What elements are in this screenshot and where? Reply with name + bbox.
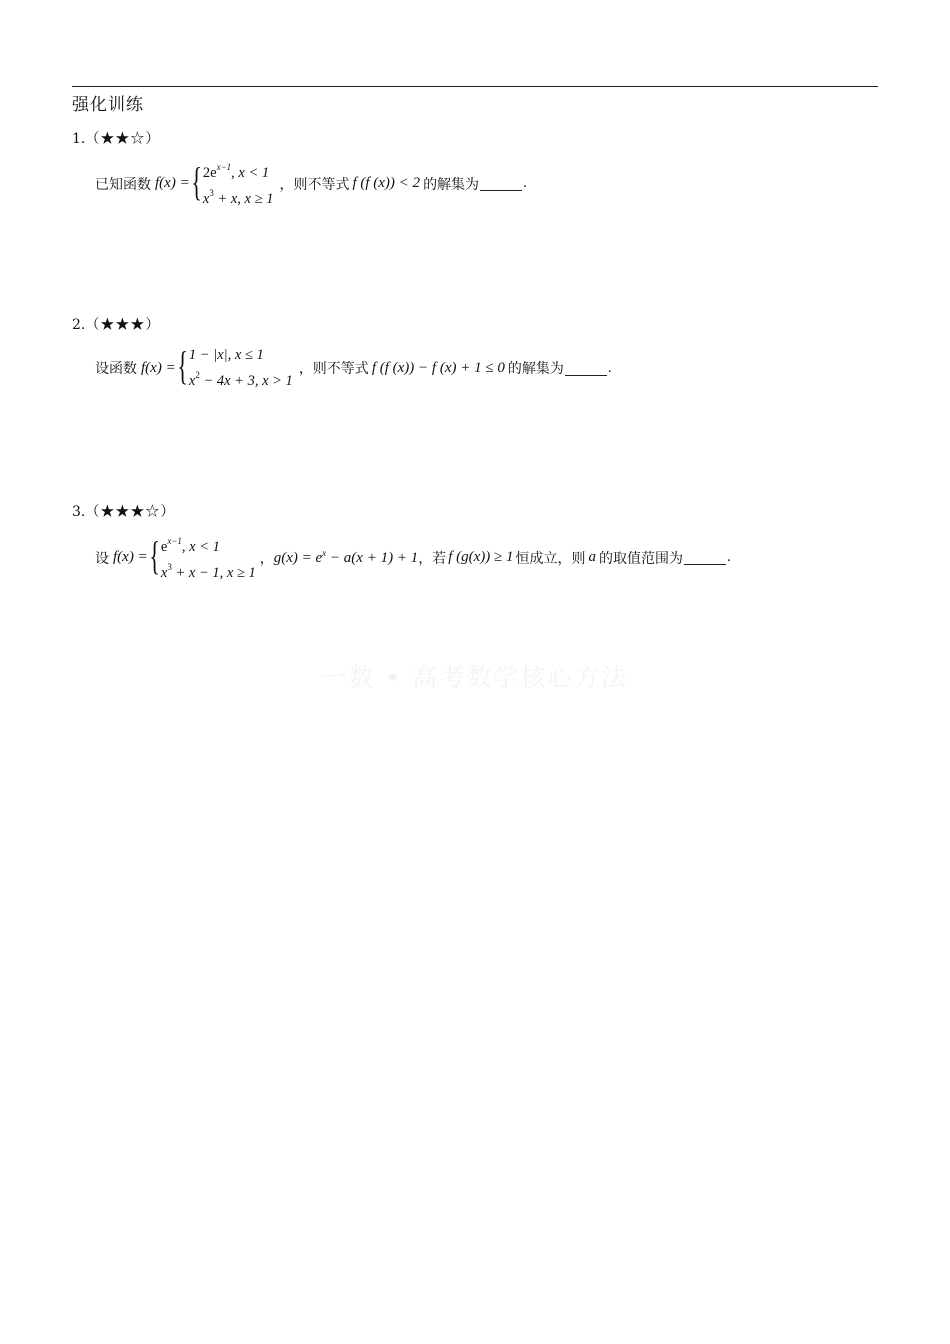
difficulty-stars: （★★★☆） xyxy=(85,504,176,520)
difficulty-stars: （★★★） xyxy=(85,317,161,333)
brace: { xyxy=(149,532,160,578)
question-number: 1. xyxy=(72,131,86,147)
period: . xyxy=(607,359,612,376)
watermark: 一数 • 高考数学核心方法 xyxy=(321,663,629,692)
brace: { xyxy=(177,343,188,389)
question-prefix: 设函数 xyxy=(95,361,137,378)
section-title: 强化训练 xyxy=(72,95,144,115)
question-1-body xyxy=(95,158,527,210)
question-suffix: 的取值范围为 xyxy=(598,550,683,567)
function-name: f(x) = xyxy=(113,549,148,566)
difficulty-stars: （★★☆） xyxy=(85,131,161,147)
case-2: $x^3 + x - 1$, x ≥ 1 xyxy=(160,561,256,581)
question-prefix: 设 xyxy=(95,550,109,567)
question-3-body xyxy=(95,532,731,584)
case-1: 1 − |x|, x ≤ 1 xyxy=(188,347,264,363)
inequality: f (g(x)) ≥ 1 xyxy=(448,549,514,566)
answer-blank[interactable] xyxy=(565,361,607,376)
question-middle: ， xyxy=(259,550,274,567)
piecewise-cases xyxy=(189,345,293,392)
g-function: $g(x) = e^x - a(x + 1) + 1$ xyxy=(273,548,419,567)
inequality: f (f (x)) < 2 xyxy=(352,175,421,192)
question-number: 2. xyxy=(72,317,86,333)
header-rule xyxy=(72,86,878,87)
question-suffix: 的解集为 xyxy=(423,176,480,193)
question-2-body xyxy=(95,345,612,392)
question-middle: ，则不等式 xyxy=(298,361,369,378)
case-1: $2e^{x-1}$, x < 1 xyxy=(202,162,270,181)
question-middle-2: ，若 xyxy=(418,550,447,567)
period: . xyxy=(523,175,527,192)
answer-blank[interactable] xyxy=(480,176,522,191)
question-middle: ，则不等式 xyxy=(279,176,350,193)
question-prefix: 已知函数 xyxy=(95,176,151,193)
question-3-header xyxy=(72,501,175,521)
case-2: $x^3 + x$, x ≥ 1 xyxy=(202,187,274,207)
variable-a: a xyxy=(588,549,596,566)
piecewise-cases xyxy=(203,158,274,210)
inequality: f (f (x)) − f (x) + 1 ≤ 0 xyxy=(371,359,505,376)
function-name: f(x) = xyxy=(155,175,190,192)
case-1: $e^{x-1}$, x < 1 xyxy=(160,536,220,555)
question-middle-3: 恒成立，则 xyxy=(515,550,586,567)
answer-blank[interactable] xyxy=(684,550,726,565)
piecewise-cases xyxy=(161,532,256,584)
question-1-header xyxy=(72,128,160,148)
brace: { xyxy=(191,158,202,204)
case-2: $x^2 - 4x + 3$, x > 1 xyxy=(188,370,293,389)
function-name: f(x) = xyxy=(141,359,176,376)
period: . xyxy=(726,549,731,566)
question-suffix: 的解集为 xyxy=(507,361,564,378)
question-2-header xyxy=(72,314,160,334)
question-number: 3. xyxy=(72,504,86,520)
